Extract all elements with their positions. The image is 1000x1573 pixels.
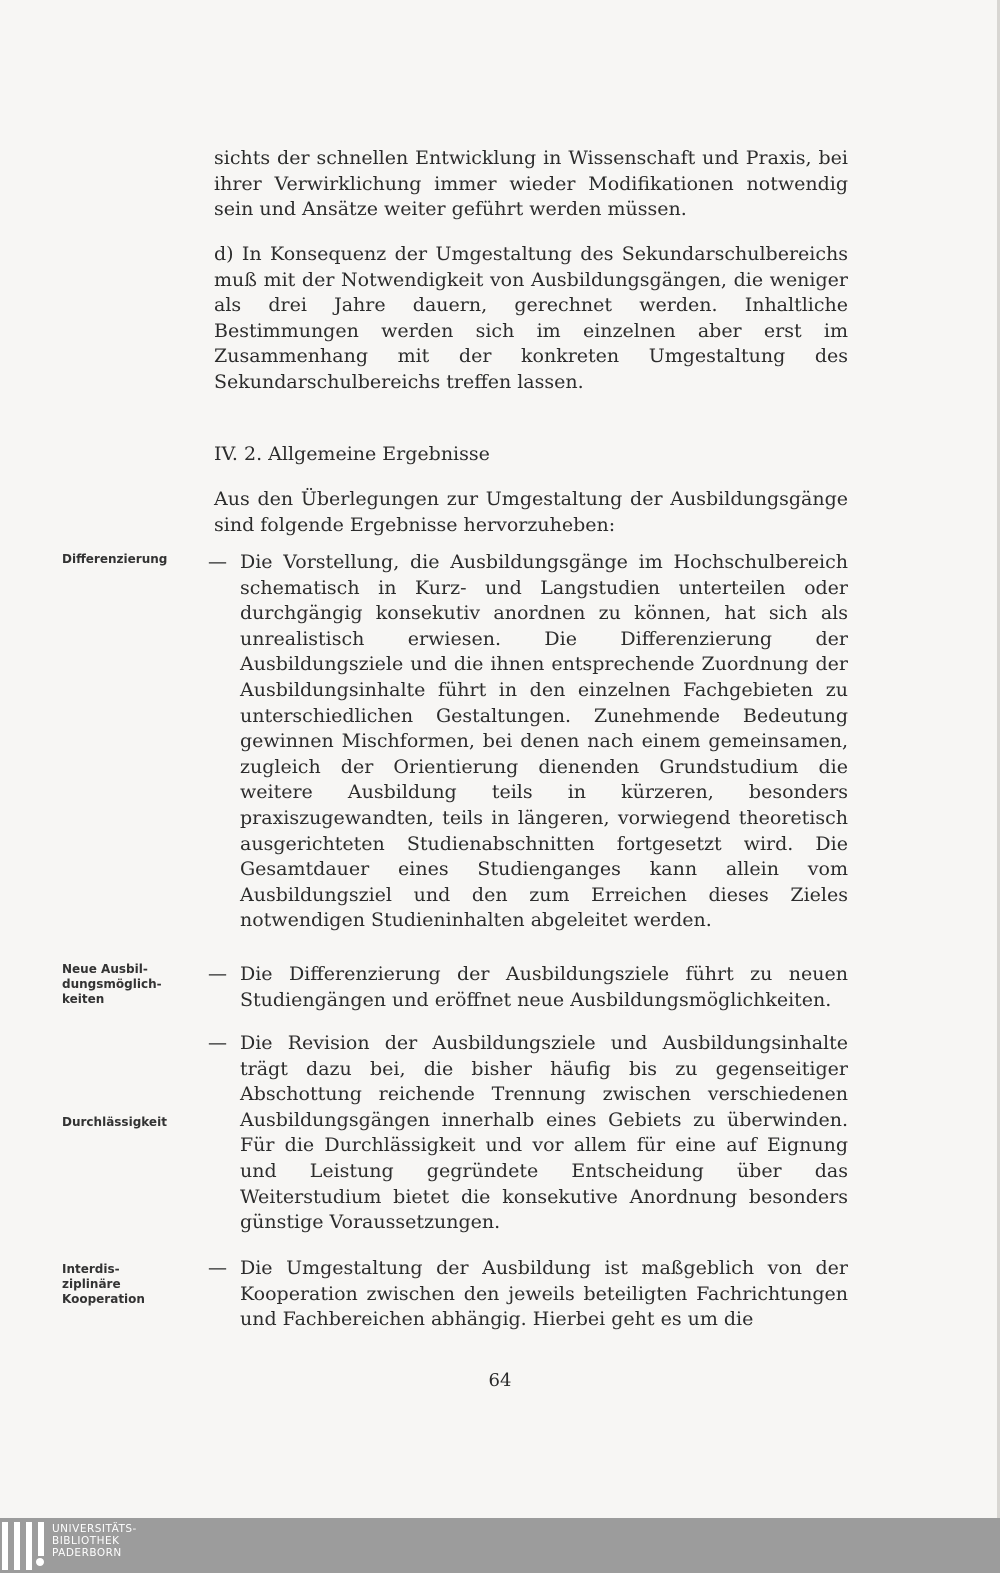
list-item-text: Die Revision der Ausbildungsziele und Ausbildungsinhalte trägt dazu bei, die bisher häufig bis zu gegenseitiger Abschottung reichende Trennung zwischen verschiedenen Ausbildungsgängen innerhalb eines Gebiets zu überwinden. Für die Durchlässigkeit und vor allem für eine auf Eignung und Leistung gegründete Entscheidung über das Weiterstudium bietet die konsekutive Anordnung besonders günstige Voraussetzungen.: [240, 1032, 848, 1234]
logo-line-2: BIBLIOTHEK: [52, 1535, 120, 1547]
dash-bullet: —: [208, 963, 227, 985]
section-heading: IV. 2. Allgemeine Ergebnisse: [214, 443, 490, 465]
margin-note-neue-ausbildungsmoeglichkeiten: Neue Ausbil- dungsmöglich- keiten: [62, 962, 162, 1006]
margin-note-interdisziplinaere-kooperation: Interdis- ziplinäre Kooperation: [62, 1262, 145, 1306]
list-item: [208, 962, 848, 1013]
dash-bullet: —: [208, 551, 227, 573]
logo-dot-icon: [36, 1558, 44, 1566]
list-item-text: Die Vorstellung, die Ausbildungsgänge im Hochschulbereich schematisch in Kurz- und Langstudien unterteilen oder durchgängig konsekutiv anordnen zu können, hat sich als unrealistisch erwiesen. Die Differenzierung der Ausbildungsziele und die ihnen entsprechende Zuordnung der Ausbildungsinhalte führt in den einzelnen Fachgebieten zu unterschiedlichen Gestaltungen. Zunehmende Bedeutung gewinnen Mischformen, bei denen nach einem gemeinsamen, zugleich der Orientierung dienenden Grundstudium die weitere Ausbildung teils in kürzeren, besonders praxiszugewandten, teils in längeren, vorwiegend theoretisch ausgerichteten Studienabschnitten fortgesetzt wird. Die Gesamtdauer eines Studienganges kann allein vom Ausbildungsziel und den zum Erreichen dieses Zieles notwendigen Studieninhalten abgeleitet werden.: [240, 551, 848, 932]
paragraph-d: d) In Konsequenz der Umgestaltung des Sekundarschulbereichs muß mit der Notwendigkeit von Ausbildungsgängen, die weniger als drei Jahre dauern, gerechnet werden. Inhaltliche Bestimmungen werden sich im einzelnen aber erst im Zusammenhang mit der konkreten Umgestaltung des Sekundarschulbereichs treffen lassen.: [214, 243, 848, 393]
list-item: [208, 1256, 848, 1333]
page-number: 64: [488, 1370, 512, 1391]
list-item-text: Die Umgestaltung der Ausbildung ist maßgeblich von der Kooperation zwischen den jeweils beteiligten Fachrichtungen und Fachbereichen abhängig. Hierbei geht es um die: [240, 1257, 848, 1331]
paragraph-continuation: sichts der schnellen Entwicklung in Wissenschaft und Praxis, bei ihrer Verwirklichung immer wieder Modifikationen notwendig sein und Ansätze weiter geführt werden müssen.: [214, 147, 848, 221]
margin-note-differenzierung: Differenzierung: [62, 552, 168, 566]
margin-note-durchlaessigkeit: Durchlässigkeit: [62, 1115, 167, 1129]
list-item: [208, 1031, 848, 1236]
library-footer: [0, 1518, 1000, 1573]
list-item-text: Die Differenzierung der Ausbildungsziele führt zu neuen Studiengängen und eröffnet neue Ausbildungsmöglichkeiten.: [240, 963, 848, 1011]
logo-line-3: PADERBORN: [52, 1547, 122, 1559]
dash-bullet: —: [208, 1257, 227, 1279]
list-item: [208, 550, 848, 934]
logo-line-1: UNIVERSITÄTS-: [52, 1523, 137, 1535]
intro-paragraph: Aus den Überlegungen zur Umgestaltung der Ausbildungsgänge sind folgende Ergebnisse hervorzuheben:: [214, 488, 848, 536]
library-logo-text: [52, 1523, 137, 1559]
dash-bullet: —: [208, 1032, 227, 1054]
